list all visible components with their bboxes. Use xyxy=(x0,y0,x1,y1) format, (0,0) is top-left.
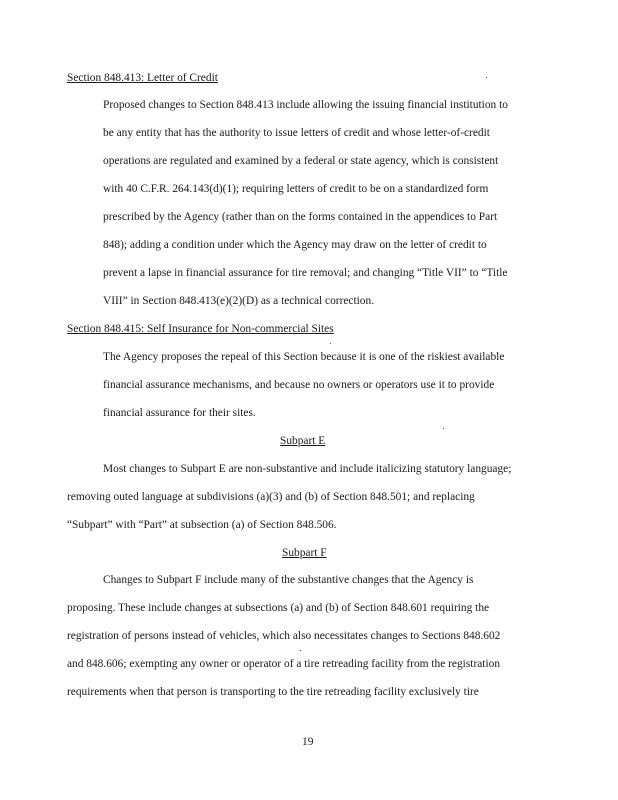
paragraph-line: and 848.606; exempting any owner or operator of a tire retreading facility from the registration xyxy=(67,658,501,670)
subpart-f-heading: Subpart F xyxy=(282,547,327,559)
scan-speck xyxy=(443,428,444,429)
paragraph-line: proposing. These include changes at subsections (a) and (b) of Section 848.601 requiring the xyxy=(67,602,490,614)
paragraph-line: registration of persons instead of vehicles, which also necessitates changes to Sections 848.602 xyxy=(67,630,501,642)
paragraph-line: be any entity that has the authority to issue letters of credit and whose letter-of-credit xyxy=(103,127,490,139)
paragraph-line: The Agency proposes the repeal of this Section because it is one of the riskiest available xyxy=(103,351,505,363)
scan-speck xyxy=(330,343,331,344)
section-heading-848-413: Section 848.413: Letter of Credit xyxy=(67,72,218,84)
paragraph-line: prescribed by the Agency (rather than on the forms contained in the appendices to Part xyxy=(103,211,498,223)
paragraph-line: “Subpart” with “Part” at subsection (a) of Section 848.506. xyxy=(67,519,337,531)
paragraph-line: operations are regulated and examined by a federal or state agency, which is consistent xyxy=(103,155,499,167)
paragraph-line: financial assurance mechanisms, and because no owners or operators use it to provide xyxy=(103,379,495,391)
paragraph-line: Proposed changes to Section 848.413 include allowing the issuing financial institution to xyxy=(103,99,508,111)
scan-speck xyxy=(300,650,301,651)
section-heading-848-415: Section 848.415: Self Insurance for Non-commercial Sites xyxy=(67,323,334,335)
paragraph-line: VIII” in Section 848.413(e)(2)(D) as a technical correction. xyxy=(103,295,375,307)
scan-speck xyxy=(486,77,487,78)
paragraph-line: prevent a lapse in financial assurance for tire removal; and changing “Title VII” to “Title xyxy=(103,267,508,279)
paragraph-line: requirements when that person is transporting to the tire retreading facility exclusively tire xyxy=(67,686,479,698)
paragraph-line: Changes to Subpart F include many of the substantive changes that the Agency is xyxy=(103,574,474,586)
paragraph-line: removing outed language at subdivisions (a)(3) and (b) of Section 848.501; and replacing xyxy=(67,491,475,503)
page-number: 19 xyxy=(302,736,314,748)
paragraph-line: with 40 C.F.R. 264.143(d)(1); requiring letters of credit to be on a standardized form xyxy=(103,183,489,195)
paragraph-line: Most changes to Subpart E are non-substantive and include italicizing statutory language; xyxy=(103,463,512,475)
paragraph-line: 848); adding a condition under which the Agency may draw on the letter of credit to xyxy=(103,239,487,251)
paragraph-line: financial assurance for their sites. xyxy=(103,407,256,419)
subpart-e-heading: Subpart E xyxy=(280,435,326,447)
